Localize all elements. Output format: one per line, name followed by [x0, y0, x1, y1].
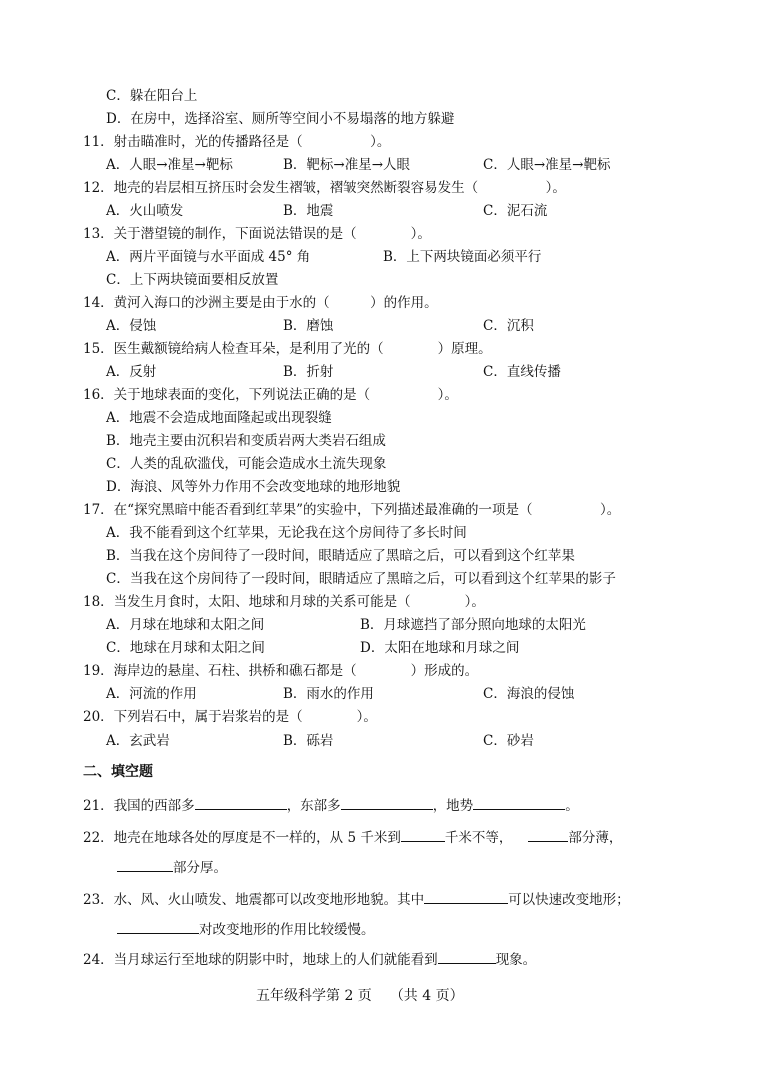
- q24-text-2: 现象。: [495, 952, 537, 968]
- q13-stem: 13．关于潜望镜的制作，下面说法错误的是（ ）。: [83, 226, 431, 242]
- q18-option-d: D．太阳在地球和月球之间: [360, 640, 520, 656]
- q23-line-1: [83, 888, 630, 910]
- q21-line: [83, 794, 579, 816]
- q15-option-b: B．折射: [283, 364, 334, 380]
- q16-option-c: C．人类的乱砍滥伐，可能会造成水土流失现象: [106, 456, 387, 472]
- q24-blank-1[interactable]: [438, 948, 496, 964]
- q22-text-1: 22．地壳在地球各处的厚度是不一样的，从 5 千米到: [83, 830, 401, 846]
- q24-text-1: 24．当月球运行至地球的阴影中时，地球上的人们就能看到: [83, 952, 438, 968]
- q21-text-2: ，东部多: [286, 798, 341, 814]
- q20-option-c: C．砂岩: [483, 733, 534, 749]
- footer-page-number: 五年级科学第 2 页: [256, 988, 372, 1004]
- q14-option-b: B．磨蚀: [283, 318, 334, 334]
- q12-option-c: C．泥石流: [483, 203, 548, 219]
- q18-option-c: C．地球在月球和太阳之间: [106, 640, 265, 656]
- q13-option-a: A．两片平面镜与水平面成 45° 角: [106, 249, 311, 265]
- q17-stem: 17．在“探究黑暗中能否看到红苹果”的实验中，下列描述最准确的一项是（ ）。: [83, 502, 621, 518]
- q10-option-d: D．在房中，选择浴室、厕所等空间小不易塌落的地方躲避: [106, 111, 455, 127]
- page-footer: [256, 986, 464, 1006]
- q12-stem: 12．地壳的岩层相互挤压时会发生褶皱，褶皱突然断裂容易发生（ ）。: [83, 180, 566, 196]
- q22-blank-3[interactable]: [117, 856, 173, 872]
- q22-line-1: [83, 826, 622, 848]
- q22-line-2: [117, 856, 227, 878]
- q17-option-a: A．我不能看到这个红苹果，无论我在这个房间待了多长时间: [106, 525, 467, 541]
- q10-option-c: C．躲在阳台上: [106, 88, 198, 104]
- q13-option-b: B．上下两块镜面必须平行: [383, 249, 542, 265]
- q22-text-2: 千米不等，: [444, 830, 513, 846]
- q19-stem: 19．海岸边的悬崖、石柱、拱桥和礁石都是（ ）形成的。: [83, 663, 479, 679]
- q21-text-3: ，地势: [432, 798, 474, 814]
- q23-blank-2[interactable]: [117, 918, 199, 934]
- q12-option-b: B．地震: [283, 203, 334, 219]
- q18-option-a: A．月球在地球和太阳之间: [106, 617, 265, 633]
- q14-stem: 14．黄河入海口的沙洲主要是由于水的（ ）的作用。: [83, 295, 438, 311]
- q21-blank-1[interactable]: [195, 794, 287, 810]
- q12-option-a: A．火山喷发: [106, 203, 184, 219]
- q15-option-c: C．直线传播: [483, 364, 561, 380]
- q16-option-b: B．地壳主要由沉积岩和变质岩两大类岩石组成: [106, 433, 386, 449]
- q17-option-c: C．当我在这个房间待了一段时间，眼睛适应了黑暗之后，可以看到这个红苹果的影子: [106, 571, 616, 587]
- q16-option-d: D．海浪、风等外力作用不会改变地球的地形地貌: [106, 479, 401, 495]
- q22-text-4: 部分厚。: [173, 860, 227, 876]
- q23-blank-1[interactable]: [424, 888, 508, 904]
- footer-total-pages: （共 4 页）: [389, 988, 464, 1004]
- q21-blank-2[interactable]: [341, 794, 433, 810]
- q16-stem: 16．关于地球表面的变化，下列说法正确的是（ ）。: [83, 387, 458, 403]
- q11-stem: 11．射击瞄准时，光的传播路径是（ ）。: [83, 134, 391, 150]
- q21-blank-3[interactable]: [473, 794, 565, 810]
- q23-line-2: [117, 918, 375, 940]
- q19-option-c: C．海浪的侵蚀: [483, 686, 575, 702]
- q16-option-a: A．地震不会造成地面隆起或出现裂缝: [106, 410, 332, 426]
- q21-text-4: 。: [565, 798, 579, 814]
- q19-option-b: B．雨水的作用: [283, 686, 374, 702]
- q11-option-c: C．人眼→准星→靶标: [483, 157, 611, 173]
- q22-blank-1[interactable]: [401, 826, 445, 842]
- q17-option-b: B．当我在这个房间待了一段时间，眼睛适应了黑暗之后，可以看到这个红苹果: [106, 548, 575, 564]
- q11-option-a: A．人眼→准星→靶标: [106, 157, 233, 173]
- q20-option-b: B．砾岩: [283, 733, 334, 749]
- q15-stem: 15．医生戴额镜给病人检查耳朵，是利用了光的（ ）原理。: [83, 341, 492, 357]
- q23-text-2: 可以快速改变地形；: [508, 892, 630, 908]
- q24-line: [83, 948, 536, 970]
- q14-option-a: A．侵蚀: [106, 318, 157, 334]
- q19-option-a: A．河流的作用: [106, 686, 197, 702]
- q22-text-3: 部分薄，: [568, 830, 623, 846]
- q20-stem: 20．下列岩石中，属于岩浆岩的是（ ）。: [83, 709, 377, 725]
- section-heading-fill-in: 二、填空题: [83, 764, 153, 780]
- q23-text-1: 23．水、风、火山喷发、地震都可以改变地形地貌。其中: [83, 892, 425, 908]
- q20-option-a: A．玄武岩: [106, 733, 170, 749]
- q18-stem: 18．当发生月食时，太阳、地球和月球的关系可能是（ ）。: [83, 594, 485, 610]
- q22-blank-2[interactable]: [528, 826, 568, 842]
- q15-option-a: A．反射: [106, 364, 157, 380]
- q23-text-3: 对改变地形的作用比较缓慢。: [199, 922, 375, 938]
- q11-option-b: B．靶标→准星→人眼: [283, 157, 411, 173]
- q21-text-1: 21．我国的西部多: [83, 798, 195, 814]
- q18-option-b: B．月球遮挡了部分照向地球的太阳光: [360, 617, 586, 633]
- q14-option-c: C．沉积: [483, 318, 534, 334]
- q13-option-c: C．上下两块镜面要相反放置: [106, 272, 279, 288]
